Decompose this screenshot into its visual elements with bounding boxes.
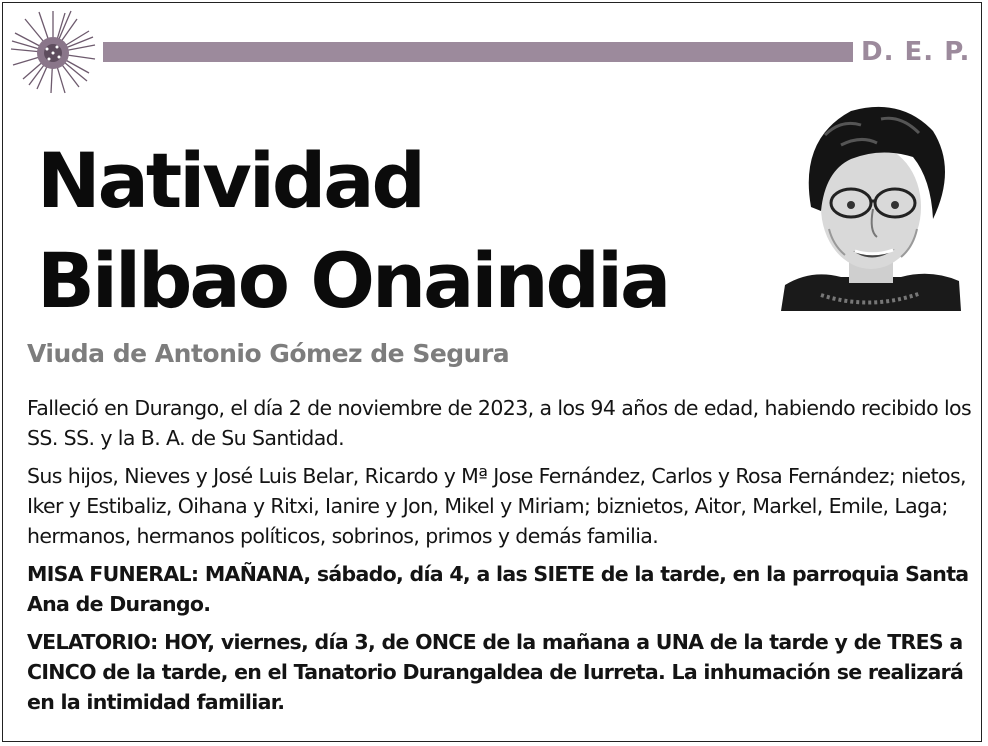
- name-line-1: Natividad: [37, 136, 423, 225]
- portrait-photo: [781, 99, 961, 311]
- obituary-body: [27, 393, 977, 725]
- subtitle-widow-of: Viuda de Antonio Gómez de Segura: [27, 339, 510, 368]
- funeral-mass-paragraph: MISA FUNERAL: MAÑANA, sábado, día 4, a las SIETE de la tarde, en la parroquia Santa Ana de Durango.: [27, 562, 969, 616]
- header-rule-end: [845, 42, 853, 62]
- family-paragraph: Sus hijos, Nieves y José Luis Belar, Ricardo y Mª Jose Fernández, Carlos y Rosa Fernández; nietos, Iker y Estibaliz, Oihana y Ritxi, Ianire y Jon, Mikel y Miriam; biznietos, Aitor, Markel, Emile, Laga; hermanos, hermanos políticos, sobrinos, primos y demás familia.: [27, 464, 966, 548]
- header-rule: [103, 42, 845, 62]
- death-notice-paragraph: Falleció en Durango, el día 2 de noviembre de 2023, a los 94 años de edad, habiendo recibido los SS. SS. y la B. A. de Su Santidad.: [27, 396, 972, 450]
- name-line-2: Bilbao Onaindia: [37, 236, 669, 325]
- deceased-name: [37, 131, 668, 331]
- wake-paragraph: VELATORIO: HOY, viernes, día 3, de ONCE de la mañana a UNA de la tarde y de TRES a CINCO de la tarde, en el Tanatorio Durangaldea de Iurreta. La inhumación se realizará en la intimidad familiar.: [27, 630, 964, 714]
- thistle-flower-icon: [9, 9, 97, 95]
- obituary-card: [2, 2, 982, 742]
- dep-label: D. E. P.: [861, 37, 971, 67]
